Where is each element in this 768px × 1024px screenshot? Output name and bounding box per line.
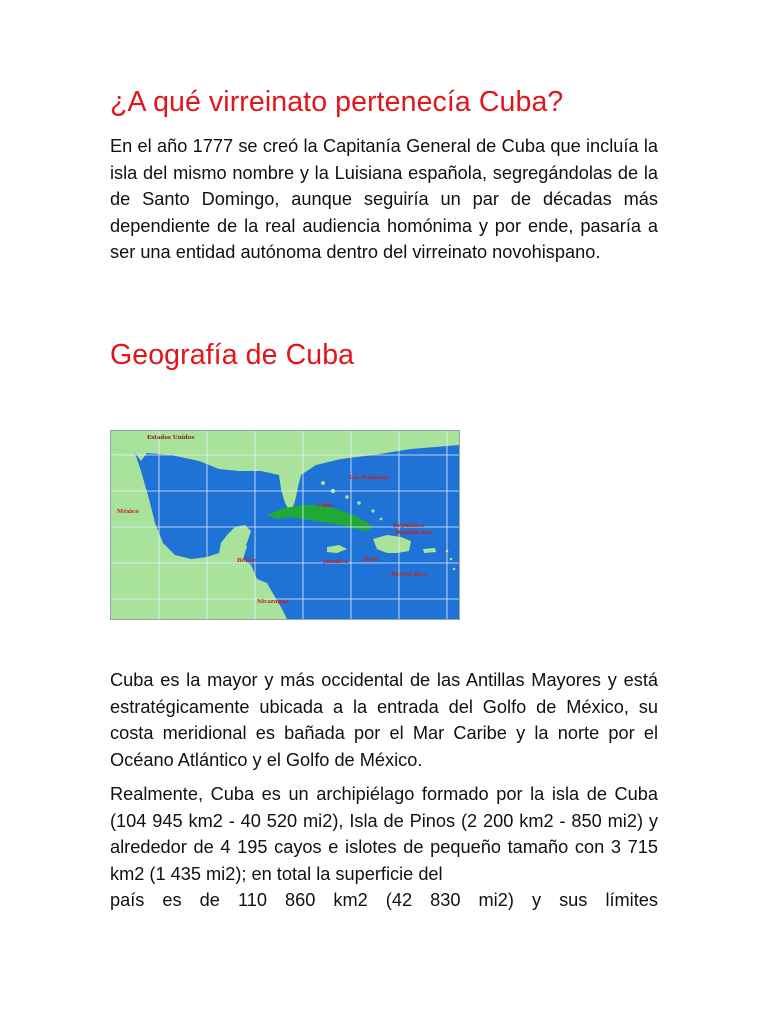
- label-usa: Estados Unidos: [147, 435, 195, 441]
- paragraph-geography-2-text: Realmente, Cuba es un archipiélago formado por la isla de Cuba (104 945 km2 - 40 520 mi2), Isla de Pinos (2 200 km2 - 850 mi2) y alrededor de 4 195 cayos e islotes de pequeño tamaño con 3 715 km2 (1 435 mi2); en total la superficie del: [110, 784, 658, 884]
- label-dominican-republic-line1: República: [393, 523, 424, 529]
- label-puerto-rico: Puerto Rico: [391, 572, 428, 578]
- paragraph-geography-1: Cuba es la mayor y más occidental de las Antillas Mayores y está estratégicamente ubicada a la entrada del Golfo de México, su costa meridional es bañada por el Mar Caribe y la norte por el Océano Atlántico y el Golfo de México.: [110, 670, 658, 770]
- label-cuba: Cuba: [317, 503, 333, 509]
- label-jamaica: Jamaica: [323, 559, 348, 565]
- section-title-geography: Geografía de Cuba: [110, 339, 355, 371]
- label-nicaragua: Nicaragua: [257, 599, 289, 605]
- caribbean-map-graphic: [111, 431, 459, 619]
- paragraph-viceroyalty: En el año 1777 se creó la Capitanía General de Cuba que incluía la isla del mismo nombre y la Luisiana española, segregándolas de la de Santo Domingo, aunque seguiría un par de décadas más dependiente de la real audiencia homónima y por ende, pasaría a ser una entidad autónoma dentro del virreinato novohispano.: [110, 136, 658, 262]
- section-title-viceroyalty: ¿A qué virreinato pertenecía Cuba?: [110, 86, 564, 118]
- label-belize: Belice: [237, 558, 257, 564]
- paragraph-geography-2: [110, 781, 658, 914]
- label-dominican-republic-line2: Dominicana: [395, 530, 432, 536]
- caribbean-map: [110, 430, 460, 620]
- label-bahamas: Las Bahamas: [349, 475, 390, 481]
- label-mexico: México: [117, 509, 139, 515]
- paragraph-geography-2-lastline: país es de 110 860 km2 (42 830 mi2) y sus límites: [110, 890, 658, 910]
- label-haiti: Haití: [363, 557, 379, 563]
